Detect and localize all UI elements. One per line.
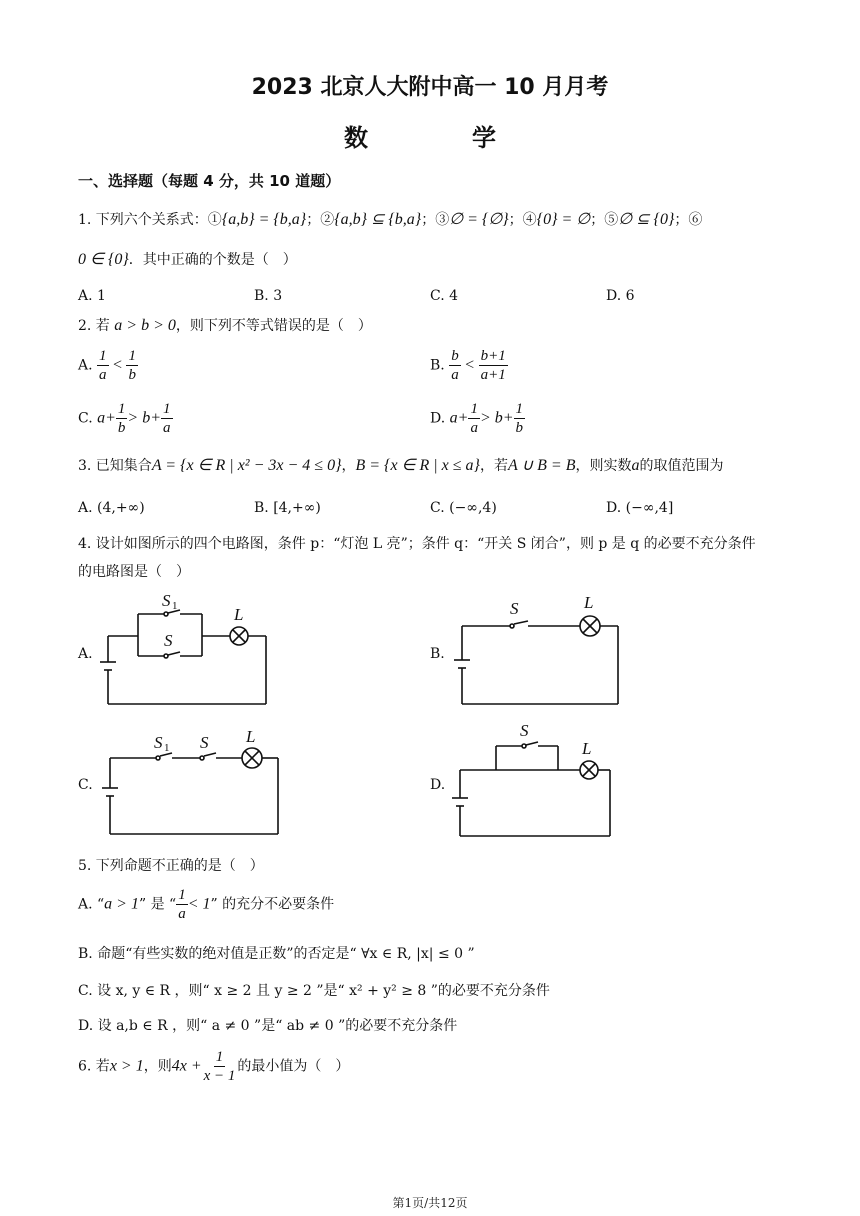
circuit-diagram-c — [100, 728, 284, 840]
option-label: C. — [78, 410, 93, 427]
q4-option-d[interactable]: D. — [430, 777, 446, 793]
fraction — [161, 400, 173, 437]
option-text: ” 是 “ — [138, 896, 177, 913]
switch-contact — [164, 654, 168, 658]
numerator: 1 — [163, 401, 171, 417]
fraction — [116, 400, 128, 437]
q3-tail: 的取值范围为 — [639, 458, 724, 474]
switch-s-label: S — [510, 599, 519, 618]
question-1-line-2 — [78, 250, 297, 270]
fraction — [449, 347, 461, 384]
q4-option-a[interactable]: A. — [78, 646, 93, 662]
lamp-label: L — [584, 593, 594, 612]
q1-tail: ．其中正确的个数是（ ） — [128, 252, 297, 268]
switch-contact — [522, 744, 526, 748]
operator: < — [465, 356, 475, 374]
question-2-stem — [78, 316, 372, 336]
q5-option-d[interactable]: D. 设 a,b ∈ R ，则“ a ≠ 0 ”是“ ab ≠ 0 ”的必要不充分条件 — [78, 1018, 458, 1034]
q4-option-b[interactable]: B. — [430, 646, 445, 662]
switch-s-icon — [168, 652, 180, 655]
q6-expression: 4x + — [171, 1057, 202, 1075]
q1-relation-6: 0 ∈ {0} — [78, 251, 129, 268]
math-expression: < 1 — [187, 895, 211, 913]
switch-s-label: S — [164, 631, 173, 650]
switch-s-icon — [526, 742, 538, 745]
q3-option-b[interactable]: B. [4,+∞) — [254, 500, 321, 516]
option-label: D. — [430, 410, 446, 427]
q2-option-a[interactable] — [78, 347, 138, 384]
section-heading: 一、选择题（每题 4 分，共 10 道题） — [78, 172, 341, 190]
switch-s1-label: S — [154, 733, 163, 752]
denominator: a — [178, 906, 186, 922]
switch-s1-label: S — [162, 591, 171, 610]
q3-comma: ， — [341, 458, 356, 474]
subject-heading: 数 学 — [344, 124, 536, 152]
q3-mid: ，若 — [479, 458, 508, 474]
q3-option-d[interactable]: D. (−∞,4] — [606, 500, 674, 516]
denominator: b — [515, 420, 524, 436]
q5-option-b[interactable]: B. 命题“有些实数的绝对值是正数”的否定是“ ∀x ∈ R, |x| ≤ 0 ” — [78, 946, 475, 962]
q1-stem: 1. 下列六个关系式：① — [78, 212, 222, 228]
q3-set-b: B = {x ∈ R | x ≤ a} — [355, 457, 480, 474]
denominator: a+1 — [480, 367, 506, 383]
option-label: A. — [78, 357, 93, 374]
fraction — [479, 347, 508, 384]
numerator: 1 — [178, 887, 186, 903]
switch-contact — [510, 624, 514, 628]
term: a+ — [449, 409, 469, 427]
q3-variable: a — [631, 457, 640, 474]
q3-tail-pre: ，则实数 — [575, 458, 632, 474]
q2-option-c[interactable] — [78, 400, 173, 437]
q1-option-a[interactable]: A. 1 — [78, 288, 106, 304]
option-text: A. “ — [78, 896, 105, 913]
q3-stem-pre: 3. 已知集合 — [78, 458, 152, 474]
q2-condition: a > b > 0 — [114, 317, 176, 334]
numerator: 1 — [515, 401, 524, 417]
numerator: b+1 — [480, 348, 506, 364]
switch-contact — [200, 756, 204, 760]
q2-stem-pre: 2. 若 — [78, 318, 110, 334]
switch-contact — [156, 756, 160, 760]
q2-option-d[interactable] — [430, 400, 525, 437]
switch-s-label: S — [200, 733, 209, 752]
q2-option-b[interactable] — [430, 347, 508, 384]
switch-s1-subscript: 1 — [164, 742, 170, 754]
q6-mid: ，则 — [143, 1058, 172, 1075]
denominator: a — [163, 420, 171, 436]
option-text: ” 的充分不必要条件 — [210, 896, 335, 913]
term: > b+ — [127, 409, 162, 427]
q3-option-a[interactable]: A. (4,+∞) — [78, 500, 145, 516]
q1-relation-5: ∅ ⊆ {0} — [618, 211, 675, 228]
q4-option-c[interactable]: C. — [78, 777, 93, 793]
q1-separator: ；⑥ — [674, 212, 703, 228]
q1-separator: ；② — [306, 212, 335, 228]
denominator: a — [99, 367, 107, 383]
exam-title: 2023 北京人大附中高一 10 月月考 — [251, 75, 609, 100]
term: a+ — [97, 409, 116, 427]
denominator: x − 1 — [203, 1068, 236, 1084]
page-footer: 第1页/共12页 — [392, 1196, 468, 1210]
denominator: a — [470, 420, 478, 436]
q1-relation-4: {0} = ∅ — [536, 211, 591, 228]
lamp-label: L — [234, 605, 244, 624]
q6-condition: x > 1 — [109, 1057, 144, 1075]
q1-option-c[interactable]: C. 4 — [430, 288, 459, 304]
math-expression: a > 1 — [104, 895, 139, 913]
fraction — [468, 400, 480, 437]
q5-option-c[interactable]: C. 设 x, y ∈ R ，则“ x ≥ 2 且 y ≥ 2 ”是“ x² + y² ≥ 8 ”的必要不充分条件 — [78, 983, 550, 999]
fraction — [202, 1048, 238, 1085]
circuit-diagram-a — [98, 590, 278, 710]
fraction — [97, 347, 109, 384]
q5-option-a[interactable] — [78, 886, 334, 923]
numerator: 1 — [99, 348, 107, 364]
numerator: 1 — [470, 401, 478, 417]
question-6-stem — [78, 1048, 349, 1085]
q6-tail: 的最小值为（ ） — [237, 1058, 350, 1075]
q1-separator: ；⑤ — [590, 212, 619, 228]
q1-relation-1: {a,b} = {b,a} — [221, 211, 307, 228]
lamp-label: L — [582, 739, 592, 758]
q1-separator: ；③ — [421, 212, 450, 228]
denominator: a — [451, 367, 459, 383]
operator: < — [112, 356, 122, 374]
denominator: b — [128, 367, 136, 383]
circuit-diagram-b — [452, 594, 628, 710]
question-5-stem: 5. 下列命题不正确的是（ ） — [78, 858, 264, 874]
numerator: 1 — [117, 401, 126, 417]
q3-condition: A ∪ B = B — [507, 457, 576, 474]
question-3-stem — [78, 456, 724, 476]
switch-contact — [164, 612, 168, 616]
q3-set-a: A = {x ∈ R | x² − 3x − 4 ≤ 0} — [151, 457, 342, 474]
numerator: b — [451, 348, 459, 364]
numerator: 1 — [215, 1049, 224, 1065]
fraction — [176, 886, 188, 923]
q1-option-d[interactable]: D. 6 — [606, 288, 635, 304]
switch-s-icon — [204, 753, 216, 756]
q1-relation-2: {a,b} ⊆ {b,a} — [334, 211, 422, 228]
question-4-line-2: 的电路图是（ ） — [78, 564, 190, 580]
q1-relation-3: ∅ = {∅} — [449, 211, 509, 228]
fraction — [126, 347, 138, 384]
circuit-diagram-d — [452, 722, 616, 842]
q2-stem-post: ，则下列不等式错误的是（ ） — [175, 318, 372, 334]
switch-s-label: S — [520, 721, 529, 740]
term: > b+ — [479, 409, 514, 427]
lamp-label: L — [246, 727, 256, 746]
q3-option-c[interactable]: C. (−∞,4) — [430, 500, 497, 516]
question-1-line-1 — [78, 210, 702, 230]
option-label: B. — [430, 357, 445, 374]
switch-s-icon — [514, 621, 528, 624]
q1-option-b[interactable]: B. 3 — [254, 288, 283, 304]
numerator: 1 — [128, 348, 136, 364]
q6-stem-pre: 6. 若 — [78, 1058, 110, 1075]
switch-s1-subscript: 1 — [172, 600, 178, 612]
q1-separator: ；④ — [508, 212, 537, 228]
denominator: b — [117, 420, 126, 436]
fraction — [514, 400, 526, 437]
question-4-line-1: 4. 设计如图所示的四个电路图，条件 p：“灯泡 L 亮”；条件 q：“开关 S 闭合”，则 p 是 q 的必要不充分条件 — [78, 536, 756, 552]
